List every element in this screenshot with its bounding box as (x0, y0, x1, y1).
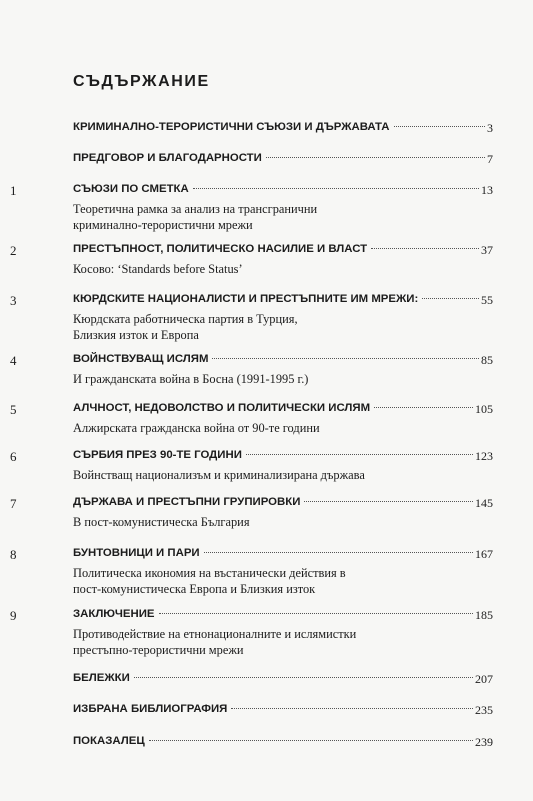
toc-heading (73, 293, 493, 305)
subtitle-line: Теоретична рамка за анализ на трансгранични (73, 202, 318, 216)
toc-entry-row (0, 183, 533, 199)
page-number: 167 (475, 547, 493, 561)
chapter-title: ИЗБРАНА БИБЛИОГРАФИЯ (73, 703, 228, 715)
page-number: 7 (487, 152, 493, 166)
chapter-number: 3 (10, 293, 17, 308)
dot-leader (204, 552, 489, 553)
chapter-subtitle (73, 514, 413, 530)
toc-heading (73, 183, 493, 195)
toc-entry-row (0, 672, 533, 688)
toc-heading (73, 496, 493, 508)
toc-entry[interactable] (0, 496, 533, 530)
chapter-number: 4 (10, 353, 17, 368)
chapter-title: ЗАКЛЮЧЕНИЕ (73, 608, 155, 620)
toc-heading (73, 608, 493, 620)
chapter-title: СЪЮЗИ ПО СМЕТКА (73, 183, 189, 195)
subtitle-line: Кюрдската работническа партия в Турция, (73, 312, 298, 326)
toc-title: СЪДЪРЖАНИЕ (73, 73, 210, 90)
subtitle-line: Войнстващ национализъм и криминализирана държава (73, 468, 365, 482)
toc-entry-row (0, 449, 533, 465)
page-number: 145 (475, 496, 493, 510)
chapter-subtitle (73, 371, 413, 387)
chapter-title: ПРЕДГОВОР И БЛАГОДАРНОСТИ (73, 152, 262, 164)
subtitle-line: пост-комунистическа Европа и Близкия изток (73, 582, 316, 596)
dot-leader (304, 501, 489, 502)
toc-entry[interactable] (0, 735, 533, 751)
toc-heading (73, 703, 493, 715)
chapter-number: 5 (10, 402, 17, 417)
toc-heading (73, 449, 493, 461)
subtitle-line: И гражданската война в Босна (1991-1995 г.) (73, 372, 309, 386)
chapter-number: 6 (10, 449, 17, 464)
toc-heading (73, 243, 493, 255)
subtitle-line: Политическа икономия на въстанически действия в (73, 566, 346, 580)
subtitle-line: Противодействие на етнонационалните и ислямистки (73, 627, 357, 641)
page-number: 37 (481, 243, 493, 257)
chapter-title: ПРЕСТЪПНОСТ, ПОЛИТИЧЕСКО НАСИЛИЕ И ВЛАСТ (73, 243, 368, 255)
toc-entry[interactable] (0, 353, 533, 387)
toc-heading (73, 672, 493, 684)
page-number: 239 (475, 735, 493, 749)
dot-leader (159, 613, 489, 614)
toc-heading (73, 402, 493, 414)
chapter-subtitle (73, 261, 413, 277)
toc-entry-row (0, 121, 533, 137)
chapter-number: 1 (10, 183, 17, 198)
chapter-title: БЕЛЕЖКИ (73, 672, 130, 684)
chapter-number: 8 (10, 547, 17, 562)
toc-entry-row (0, 243, 533, 259)
dot-leader (246, 454, 489, 455)
dot-leader (149, 740, 489, 741)
subtitle-line: Косово: ‘Standards before Status’ (73, 262, 243, 276)
chapter-subtitle (73, 201, 413, 233)
chapter-title: АЛЧНОСТ, НЕДОВОЛСТВО И ПОЛИТИЧЕСКИ ИСЛЯМ (73, 402, 371, 414)
subtitle-line: Алжирската гражданска война от 90-те години (73, 421, 320, 435)
toc-entry[interactable] (0, 293, 533, 343)
chapter-title: ДЪРЖАВА И ПРЕСТЪПНИ ГРУПИРОВКИ (73, 496, 301, 508)
toc-heading (73, 547, 493, 559)
dot-leader (374, 407, 489, 408)
toc-entry[interactable] (0, 243, 533, 277)
dot-leader (193, 188, 489, 189)
page-number: 3 (487, 121, 493, 135)
toc-entry[interactable] (0, 449, 533, 483)
toc-heading (73, 353, 493, 365)
chapter-subtitle (73, 467, 413, 483)
page-number: 85 (481, 353, 493, 367)
chapter-subtitle (73, 420, 413, 436)
page-number: 185 (475, 608, 493, 622)
chapter-number: 2 (10, 243, 17, 258)
chapter-title: ВОЙНСТВУВАЩ ИСЛЯМ (73, 353, 209, 365)
chapter-title: СЪРБИЯ ПРЕЗ 90-ТЕ ГОДИНИ (73, 449, 242, 461)
dot-leader (212, 358, 489, 359)
dot-leader (371, 248, 489, 249)
toc-entry[interactable] (0, 152, 533, 168)
chapter-number: 7 (10, 496, 17, 511)
page-number: 55 (481, 293, 493, 307)
toc-entry[interactable] (0, 672, 533, 688)
page-number: 235 (475, 703, 493, 717)
subtitle-line: В пост-комунистическа България (73, 515, 250, 529)
toc-entry[interactable] (0, 703, 533, 719)
chapter-title: БУНТОВНИЦИ И ПАРИ (73, 547, 200, 559)
toc-entry[interactable] (0, 121, 533, 137)
chapter-subtitle (73, 626, 413, 658)
toc-entry-row (0, 703, 533, 719)
subtitle-line: криминално-терористични мрежи (73, 218, 253, 232)
page-number: 123 (475, 449, 493, 463)
toc-heading (73, 152, 493, 164)
dot-leader (134, 677, 489, 678)
subtitle-line: Близкия изток и Европа (73, 328, 199, 342)
toc-heading (73, 121, 493, 133)
chapter-subtitle (73, 565, 413, 597)
toc-entry[interactable] (0, 183, 533, 233)
toc-entry[interactable] (0, 402, 533, 436)
page-number: 105 (475, 402, 493, 416)
page-number: 13 (481, 183, 493, 197)
dot-leader (231, 708, 489, 709)
chapter-title: КРИМИНАЛНО-ТЕРОРИСТИЧНИ СЪЮЗИ И ДЪРЖАВАТА (73, 121, 390, 133)
toc-entry-row (0, 735, 533, 751)
toc-entry-row (0, 293, 533, 309)
toc-entry-row (0, 152, 533, 168)
toc-entry-row (0, 547, 533, 563)
chapter-title: ПОКАЗАЛЕЦ (73, 735, 145, 747)
toc-entry-row (0, 402, 533, 418)
chapter-subtitle (73, 311, 413, 343)
toc-entry-row (0, 496, 533, 512)
chapter-number: 9 (10, 608, 17, 623)
subtitle-line: престъпно-терористични мрежи (73, 643, 244, 657)
toc-heading (73, 735, 493, 747)
page-number: 207 (475, 672, 493, 686)
chapter-title: КЮРДСКИТЕ НАЦИОНАЛИСТИ И ПРЕСТЪПНИТЕ ИМ МРЕЖИ: (73, 293, 419, 305)
toc-entry[interactable] (0, 608, 533, 658)
toc-entry-row (0, 353, 533, 369)
toc-entry-row (0, 608, 533, 624)
dot-leader (266, 157, 489, 158)
dot-leader (394, 126, 489, 127)
toc-entry[interactable] (0, 547, 533, 597)
